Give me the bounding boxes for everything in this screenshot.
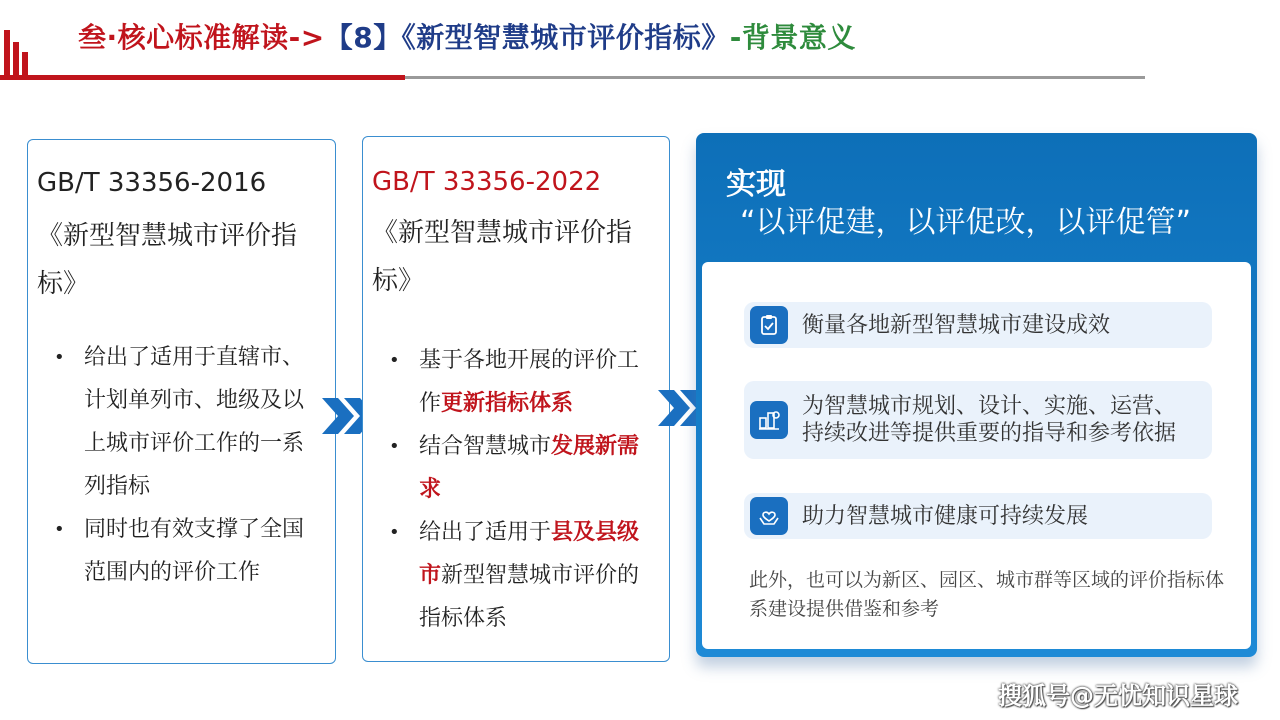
title-topic: -背景意义 — [729, 21, 856, 54]
panel-slogan: “以评促建，以评促改，以评促管” — [740, 205, 1192, 240]
standard-code: GB/T 33356-2022 — [372, 167, 602, 197]
bullet-highlight: 更新指标体系 — [441, 391, 574, 416]
city-planning-icon — [750, 401, 788, 439]
hands-care-icon — [750, 497, 788, 535]
benefit-text: 衡量各地新型智慧城市建设成效 — [802, 312, 1111, 338]
logo-bars-icon — [0, 0, 40, 78]
bullet-text: 基于各地开展的评价工作 — [419, 348, 640, 416]
bullet-text: 给出了适用于 — [419, 520, 552, 545]
benefit-text: 为智慧城市规划、设计、实施、运营、持续改进等提供重要的指导和参考依据 — [802, 394, 1177, 446]
bullet-highlight: 县及县级市 — [419, 520, 640, 588]
watermark: 搜狐号@无忧知识星球 — [998, 682, 1238, 710]
bullet-text: 新型智慧城市评价的指标体系 — [419, 563, 640, 631]
bullet-highlight: 发展新需求 — [419, 434, 640, 502]
title-standard: 【8】《新型智慧城市评价指标》 — [324, 21, 730, 54]
standard-name: 《新型智慧城市评价指标》 — [37, 221, 298, 299]
bullet-list — [54, 336, 324, 594]
panel-title: 实现 — [726, 167, 786, 202]
benefit-item — [744, 493, 1212, 539]
bullet-list — [389, 339, 659, 640]
benefit-item — [744, 381, 1212, 459]
standard-name: 《新型智慧城市评价指标》 — [372, 218, 633, 296]
title-section: 叁·核心标准解读-> — [78, 21, 325, 54]
page-title — [78, 16, 856, 60]
bullet-item — [389, 511, 659, 640]
clipboard-check-icon — [750, 306, 788, 344]
bullet-item: • 同时也有效支撑了全国范围内的评价工作 — [54, 508, 324, 594]
bullet-item — [389, 339, 659, 425]
header-accent-divider — [0, 75, 405, 80]
card-2022-standard — [362, 136, 670, 662]
benefit-text: 助力智慧城市健康可持续发展 — [802, 503, 1089, 529]
benefit-item — [744, 302, 1212, 348]
standard-code: GB/T 33356-2016 — [37, 168, 267, 198]
bullet-text: 结合智慧城市 — [419, 434, 552, 459]
panel-note: 此外，也可以为新区、园区、城市群等区域的评价指标体系建设提供借鉴和参考 — [749, 569, 1225, 620]
card-2016-standard — [27, 139, 336, 664]
bullet-item: • 给出了适用于直辖市、计划单列市、地级及以上城市评价工作的一系列指标 — [54, 336, 324, 508]
bullet-item — [389, 425, 659, 511]
